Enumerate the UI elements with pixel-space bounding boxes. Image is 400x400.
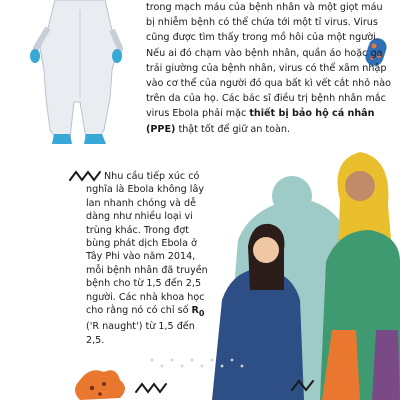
paragraph-2: Nhu cầu tiếp xúc có nghĩa là Ebola không lây lan nhanh chóng và dễ dàng như nhiều loại vi trùng khác. Trong đợt bùng phát dịch Ebola ở Tây Phi vào năm 2014, mỗi bệnh nhân đã truyền bệnh cho từ 1,5 đến 2,5 người. Các nhà khoa học cho rằng nó có chỉ số $R_0$ ('R naught') từ 1,5 đến 2,5.	[86, 171, 208, 346]
orange-virus-icon	[75, 370, 125, 400]
people-group	[212, 152, 400, 400]
ppe-term: thiết bị bảo hộ cá nhân (PPE)	[146, 108, 375, 135]
paragraph-1: trong mạch máu của bệnh nhân và một giọt máu bị nhiễm bệnh có thể chứa tới một tỉ virus. Virus cũng được tìm thấy trong mồ hôi của một người. Nếu ai đó chạm vào bệnh nhân, quần áo hoặc ga trải giường của bệnh nhân, virus có thể xâm nhập vào cơ thể của người đó qua bất kì vết cắt nhỏ nào trên da của họ. Các bác sĩ điều trị bệnh nhân mắc virus Ebola phải mặc thiết bị bảo hộ cá nhân (PPE) thật tốt để giữ an toàn.	[146, 2, 392, 135]
r0-term: $R_0$	[191, 305, 205, 318]
ppe-suit-figure	[30, 0, 122, 144]
